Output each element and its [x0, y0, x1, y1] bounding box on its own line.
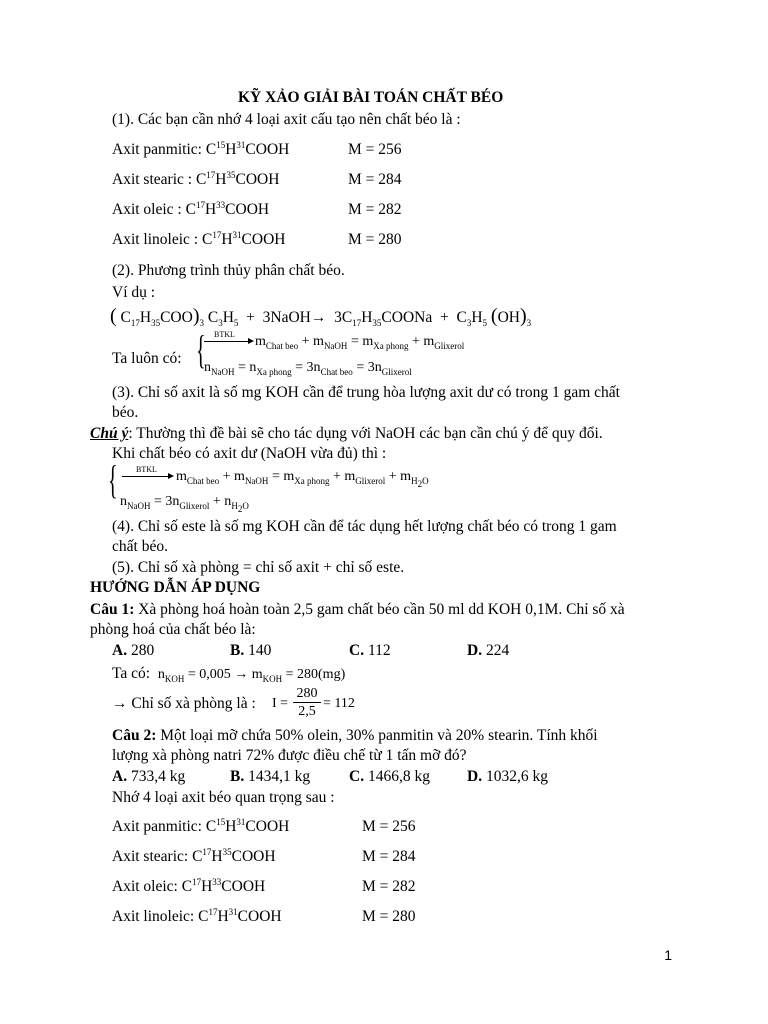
acid-row: Axit oleic: $C^{17}H^{33}COOH$	[112, 876, 266, 895]
acid-mass: M = 280	[348, 231, 402, 248]
section-2: (2). Phương trình thủy phân chất béo.	[112, 262, 345, 279]
acid-mass: M = 256	[362, 818, 416, 835]
acid-row: Axit stearic: $C^{17}H^{35}COOH$	[112, 846, 276, 865]
note-label: Chú ý	[90, 425, 129, 442]
option-c: C. 112	[349, 642, 391, 659]
acid-row: Axit panmitic: $C^{15}H^{31}COOH$	[112, 139, 290, 158]
arrow-icon	[122, 476, 172, 477]
option-c: C. 1466,8 kg	[349, 768, 430, 785]
condition-line: Khi chất béo có axit dư (NaOH vừa đủ) thì :	[112, 445, 387, 462]
acid-mass: M = 284	[362, 848, 416, 865]
frac-lhs: I =	[272, 696, 289, 711]
acid-row: Axit oleic : $C^{17}H^{33}COOH$	[112, 199, 270, 218]
section-3: (3). Chỉ số axit là số mg KOH cần để trung hòa lượng axit dư có trong 1 gam chất	[112, 384, 620, 401]
acid-mass: M = 256	[348, 141, 402, 158]
result-label: → Chỉ số xà phòng là :	[112, 695, 256, 712]
acid-mass: M = 284	[348, 171, 402, 188]
question-1: Câu 1: Xà phòng hoá hoàn toàn 2,5 gam chất béo cần 50 ml dd KOH 0,1M. Chỉ số xà	[90, 601, 625, 618]
solution-line: Ta có: $n_{KOH} = 0,005 \to m_{KOH} = 280(mg)$	[112, 665, 346, 684]
option-d: D. 224	[467, 642, 510, 659]
ta-luon-co-label: Ta luôn có:	[112, 350, 182, 367]
acid-row: Axit stearic : $C^{17}H^{35}COOH$	[112, 169, 280, 188]
option-b: B. 1434,1 kg	[230, 768, 311, 785]
option-a: A. 733,4 kg	[112, 768, 186, 785]
section-3-cont: béo.	[112, 404, 139, 421]
brace-icon: {	[196, 327, 206, 372]
reminder-line: Nhớ 4 loại axit béo quan trọng sau :	[112, 789, 335, 806]
brace-icon: {	[108, 457, 118, 502]
frac-result: = 112	[323, 696, 355, 711]
page-title: KỸ XẢO GIẢI BÀI TOÁN CHẤT BÉO	[238, 89, 504, 106]
question-2-cont: lượng xà phòng natri 72% được điều chế từ 1 tấn mỡ đó?	[112, 747, 467, 764]
acid-row: Axit panmitic: $C^{15}H^{31}COOH$	[112, 816, 290, 835]
mole-eq-2: $n_{NaOH} = 3n_{Glixerol} + n_{H_2O}$	[120, 494, 249, 514]
arrow-icon	[204, 341, 252, 342]
question-1-cont: phòng hoá của chất béo là:	[90, 621, 256, 638]
application-heading: HƯỚNG DẪN ÁP DỤNG	[90, 579, 261, 596]
example-label: Ví dụ :	[112, 284, 156, 301]
mass-conservation-eq-2: $m_{Chat beo} + m_{NaOH} = m_{Xa phong} + m_{Glixerol} + m_{H_2O}$	[176, 469, 429, 489]
acid-mass: M = 282	[348, 201, 402, 218]
question-2: Câu 2: Một loại mỡ chứa 50% olein, 30% panmitin và 20% stearin. Tính khối	[112, 727, 598, 744]
section-1-intro: (1). Các bạn cần nhớ 4 loại axit cấu tạo nên chất béo là :	[112, 111, 461, 128]
acid-mass: M = 280	[362, 908, 416, 925]
acid-mass: M = 282	[362, 878, 416, 895]
btkl-label: BTKL	[214, 330, 235, 339]
mole-eq: $n_{NaOH} = n_{Xa phong} = 3n_{Chat beo} = 3n_{Glixerol}$	[204, 360, 412, 377]
option-b: B. 140	[230, 642, 272, 659]
page-number: 1	[664, 947, 672, 963]
btkl-label: BTKL	[136, 465, 157, 474]
option-a: A. 280	[112, 642, 155, 659]
fraction	[293, 685, 321, 720]
frac-numerator: 280	[296, 686, 318, 701]
hydrolysis-equation: ( $C_{17}H_{35}COO)_3$ $C_3H_5$ + 3NaOH→ $3C_{17}H_{35}COONa + C_3H_5$ $(OH)_3$	[110, 305, 532, 329]
mass-conservation-eq: $m_{Chat beo} + m_{NaOH} = m_{Xa phong} + m_{Glixerol}$	[255, 334, 465, 351]
note-line: Chú ý: Thường thì đề bài sẽ cho tác dụng với NaOH các bạn cần chú ý để quy đổi.	[90, 425, 603, 442]
section-5: (5). Chỉ số xà phòng = chỉ số axit + chỉ số este.	[112, 559, 405, 576]
section-4: (4). Chỉ số este là số mg KOH cần để tác dụng hết lượng chất béo có trong 1 gam	[112, 518, 617, 535]
option-d: D. 1032,6 kg	[467, 768, 548, 785]
acid-row: Axit linoleic: $C^{17}H^{31}COOH$	[112, 906, 282, 925]
frac-denominator: 2,5	[293, 702, 321, 720]
acid-row: Axit linoleic : $C^{17}H^{31}COOH$	[112, 229, 286, 248]
section-4-cont: chất béo.	[112, 538, 168, 555]
